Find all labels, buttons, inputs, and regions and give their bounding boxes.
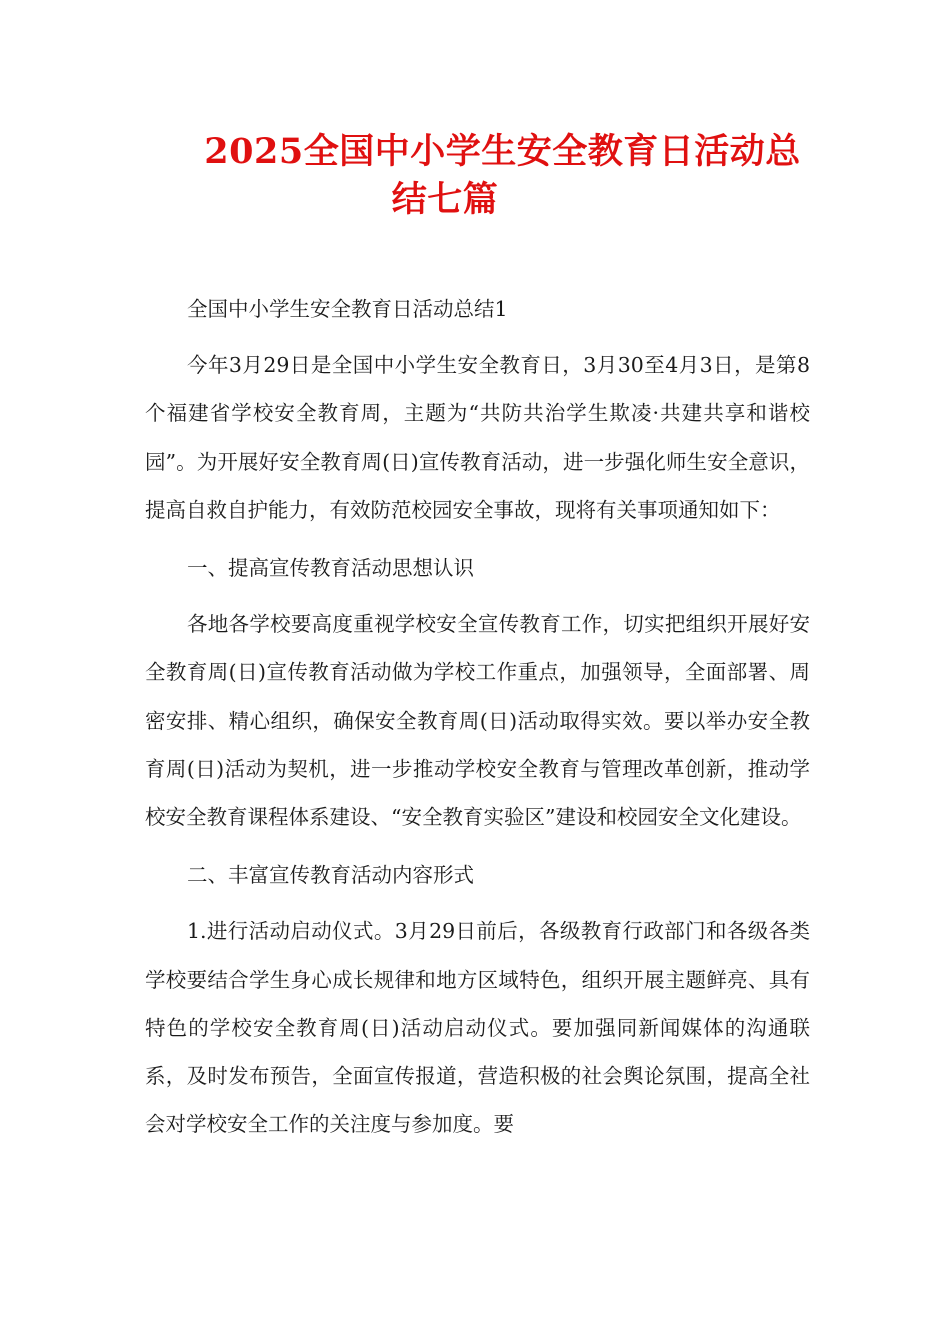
paragraph: 今年3月29日是全国中小学生安全教育日，3月30至4月3日，是第8个福建省学校安全教育周，主题为“共防共治学生欺凌·共建共享和谐校园”。为开展好安全教育周(日)宣传教育活动，进一步强化师生安全意识，提高自救自护能力，有效防范校园安全事故，现将有关事项通知如下： bbox=[145, 353, 810, 522]
document-title bbox=[0, 128, 950, 224]
paragraph: 各地各学校要高度重视学校安全宣传教育工作，切实把组织开展好安全教育周(日)宣传教育活动做为学校工作重点，加强领导，全面部署、周密安排、精心组织，确保安全教育周(日)活动取得实效。要以举办安全教育周(日)活动为契机，进一步推动学校安全教育与管理改革创新，推动学校安全教育课程体系建设、“安全教育实验区”建设和校园安全文化建设。 bbox=[145, 612, 810, 830]
title-line-2: 结七篇 bbox=[391, 179, 499, 220]
section-heading: 二、丰富宣传教育活动内容形式 bbox=[187, 863, 474, 888]
section-heading: 一、提高宣传教育活动思想认识 bbox=[187, 556, 474, 581]
title-line-1: 2025全国中小学生安全教育日活动总 bbox=[204, 131, 801, 172]
paragraph: 1.进行活动启动仪式。3月29日前后，各级教育行政部门和各级各类学校要结合学生身心成长规律和地方区域特色，组织开展主题鲜亮、具有特色的学校安全教育周(日)活动启动仪式。要加强同新闻媒体的沟通联系，及时发布预告，全面宣传报道，营造积极的社会舆论氛围，提高全社会对学校安全工作的关注度与参加度。要 bbox=[145, 919, 810, 1137]
section-heading: 全国中小学生安全教育日活动总结1 bbox=[187, 297, 508, 321]
document-body bbox=[145, 285, 810, 1158]
